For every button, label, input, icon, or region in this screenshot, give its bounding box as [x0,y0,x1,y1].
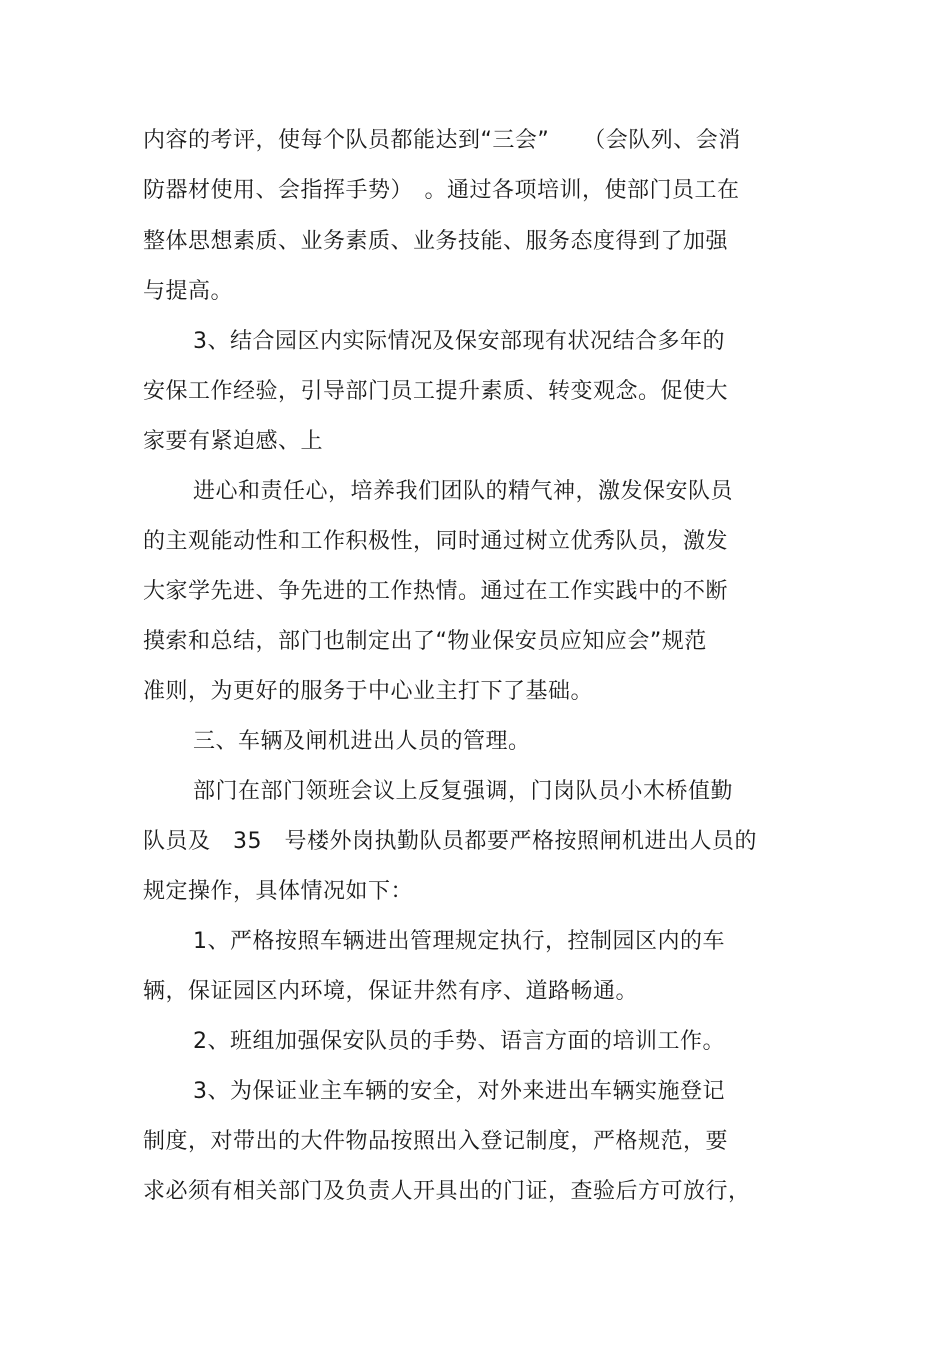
text-line: 规定操作，具体情况如下： [143,879,414,904]
text-line: 的主观能动性和工作积极性，同时通过树立优秀队员，激发 [143,529,729,554]
text-line: 安保工作经验，引导部门员工提升素质、转变观念。促使大 [143,379,729,404]
text-line: 大家学先进、争先进的工作热情。通过在工作实践中的不断 [143,579,729,604]
paragraph-start: 进心和责任心，培养我们团队的精气神，激发保安队员 [193,479,734,504]
text-line: 队员及 35 号楼外岗执勤队员都要严格按照闸机进出人员的 [143,829,757,854]
text-line: 摸索和总结，部门也制定出了“物业保安员应知应会”规范 [143,629,707,654]
text-line: 制度，对带出的大件物品按照出入登记制度，严格规范，要 [143,1129,729,1154]
text-line: 内容的考评，使每个队员都能达到“三会” （会队列、会消 [143,128,741,153]
paragraph-start: 2、班组加强保安队员的手势、语言方面的培训工作。 [193,1029,725,1054]
text-line: 求必须有相关部门及负责人开具出的门证，查验后方可放行， [143,1179,751,1204]
paragraph-start: 1、严格按照车辆进出管理规定执行，控制园区内的车 [193,929,725,954]
text-line: 家要有紧迫感、上 [143,429,324,454]
paragraph-start: 3、为保证业主车辆的安全，对外来进出车辆实施登记 [193,1079,725,1104]
text-line: 辆，保证园区内环境，保证井然有序、道路畅通。 [143,979,639,1004]
paragraph-start: 部门在部门领班会议上反复强调，门岗队员小木桥值勤 [193,779,734,804]
text-line: 与提高。 [143,279,234,304]
text-line: 整体思想素质、业务素质、业务技能、服务态度得到了加强 [143,229,729,254]
text-line: 防器材使用、会指挥手势） 。通过各项培训，使部门员工在 [143,178,740,203]
paragraph-start: 3、结合园区内实际情况及保安部现有状况结合多年的 [193,329,725,354]
text-line: 准则，为更好的服务于中心业主打下了基础。 [143,679,594,704]
section-heading: 三、车辆及闸机进出人员的管理。 [193,729,531,754]
